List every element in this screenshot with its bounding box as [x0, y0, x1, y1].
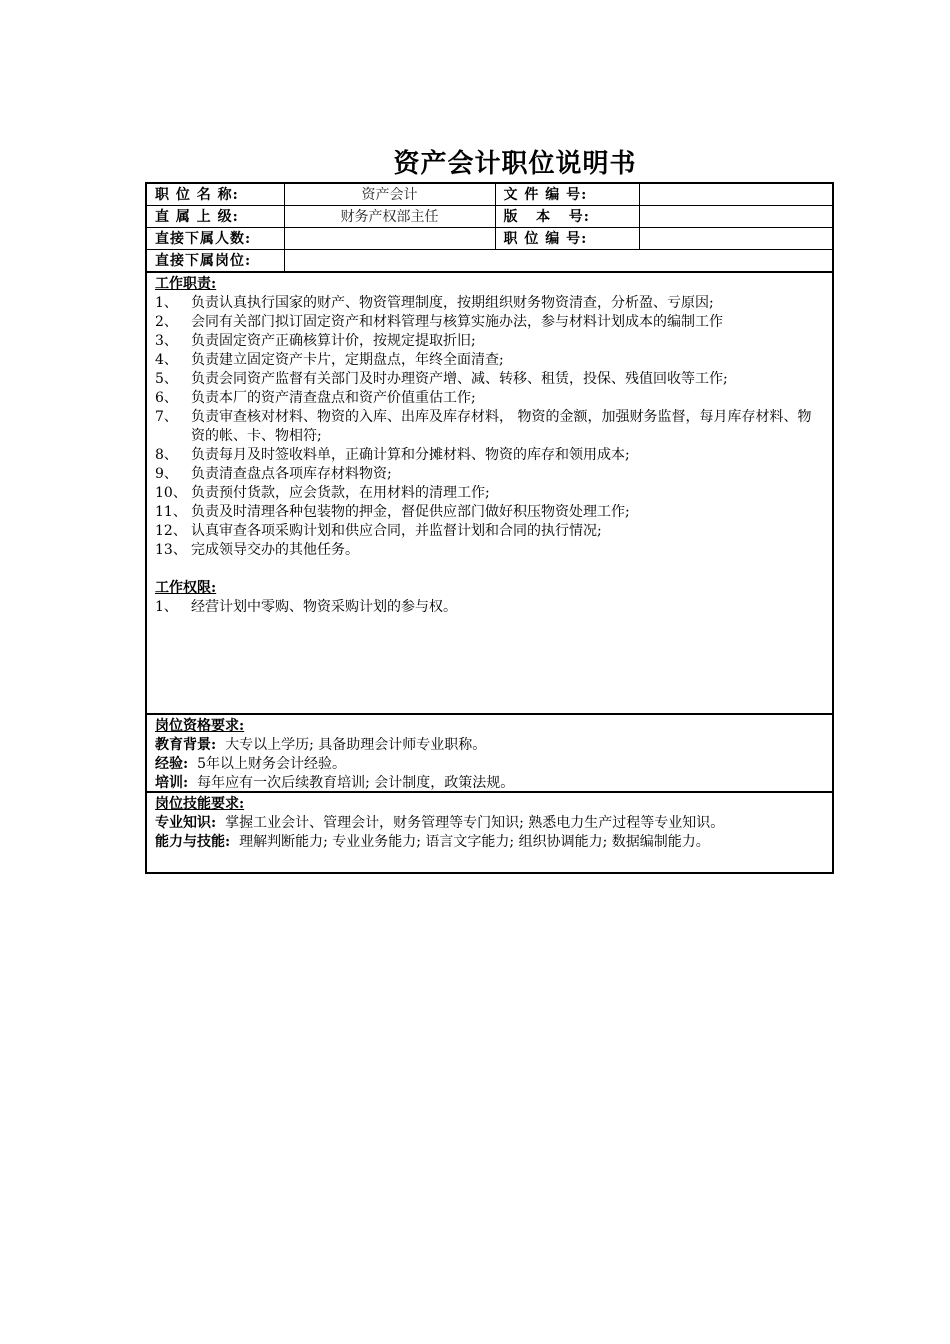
job-description-form	[145, 182, 834, 874]
ability-value: 理解判断能力; 专业业务能力; 语言文字能力; 组织协调能力; 数据编制能力。	[239, 834, 710, 850]
item-text: 负责本厂的资产清查盘点和资产价值重估工作;	[191, 390, 476, 406]
subordinate-posts-label: 直接下属岗位:	[147, 250, 284, 272]
superior-label: 直 属 上 级:	[147, 206, 284, 228]
position-no-value	[639, 228, 832, 250]
ability-line	[155, 833, 824, 852]
item-number: 1、	[155, 599, 178, 615]
item-text: 认真审查各项采购计划和供应合同，并监督计划和合同的执行情况;	[191, 523, 602, 539]
list-item	[155, 389, 824, 408]
list-item	[155, 522, 824, 541]
education-label: 教育背景:	[155, 737, 217, 753]
info-row	[147, 206, 832, 228]
skills-section	[147, 791, 832, 858]
item-text: 负责预付货款，应会货款，在用材料的清理工作;	[191, 485, 490, 501]
item-number: 9、	[155, 466, 178, 482]
item-number: 13、	[155, 542, 187, 558]
info-table	[147, 184, 832, 272]
experience-value: 5年以上财务会计经验。	[197, 756, 346, 772]
ability-label: 能力与技能:	[155, 834, 231, 850]
version-value	[639, 206, 832, 228]
item-number: 5、	[155, 371, 178, 387]
list-item	[155, 408, 824, 446]
list-item	[155, 313, 824, 332]
item-text: 会同有关部门拟订固定资产和材料管理与核算实施办法，参与材料计划成本的编制工作	[191, 314, 723, 330]
item-text: 负责认真执行国家的财产、物资管理制度，按期组织财务物资清查，分析盈、亏原因;	[191, 295, 714, 311]
subordinates-count-value	[284, 228, 495, 250]
experience-label: 经验:	[155, 756, 189, 772]
qualifications-heading: 岗位资格要求:	[155, 718, 245, 734]
subordinates-count-label: 直接下属人数:	[147, 228, 284, 250]
item-text: 负责每月及时签收料单，正确计算和分摊材料、物资的库存和领用成本;	[191, 447, 630, 463]
version-label: 版 本 号:	[495, 206, 639, 228]
item-text: 负责建立固定资产卡片，定期盘点，年终全面清查;	[191, 352, 504, 368]
item-text: 负责及时清理各种包装物的押金，督促供应部门做好积压物资处理工作;	[191, 504, 630, 520]
subordinate-posts-value	[284, 250, 832, 272]
item-text: 完成领导交办的其他任务。	[191, 542, 359, 558]
knowledge-value: 掌握工业会计、管理会计，财务管理等专门知识; 熟悉电力生产过程等专业知识。	[225, 815, 725, 831]
file-no-label: 文 件 编 号:	[495, 184, 639, 206]
info-row	[147, 184, 832, 206]
item-number: 11、	[155, 504, 187, 520]
list-item	[155, 446, 824, 465]
info-row	[147, 250, 832, 272]
list-item	[155, 294, 824, 313]
knowledge-line	[155, 814, 824, 833]
page-title: 资产会计职位说明书	[393, 149, 637, 179]
list-item	[155, 484, 824, 503]
item-text: 负责会同资产监督有关部门及时办理资产增、减、转移、租赁，投保、残值回收等工作;	[191, 371, 728, 387]
education-value: 大专以上学历; 具备助理会计师专业职称。	[225, 737, 487, 753]
item-number: 3、	[155, 333, 178, 349]
info-row	[147, 228, 832, 250]
item-text: 负责审查核对材料、物资的入库、出库及库存材料， 物资的金额，加强财务监督，每月库存材料、物资的帐、卡、物相符;	[191, 409, 812, 444]
skills-heading: 岗位技能要求:	[155, 796, 245, 812]
list-item	[155, 332, 824, 351]
training-value: 每年应有一次后续教育培训; 会计制度，政策法规。	[197, 775, 515, 791]
list-item	[155, 351, 824, 370]
position-name-label: 职 位 名 称:	[147, 184, 284, 206]
item-number: 1、	[155, 295, 178, 311]
item-number: 10、	[155, 485, 187, 501]
item-number: 4、	[155, 352, 178, 368]
list-item	[155, 370, 824, 389]
duties-list	[155, 294, 824, 560]
item-number: 7、	[155, 409, 178, 425]
authority-list	[155, 598, 824, 617]
duties-section	[147, 272, 832, 713]
experience-line	[155, 755, 824, 774]
item-text: 经营计划中零购、物资采购计划的参与权。	[191, 599, 457, 615]
list-item	[155, 598, 824, 617]
knowledge-label: 专业知识:	[155, 815, 217, 831]
qualifications-section	[147, 713, 832, 791]
item-text: 负责清查盘点各项库存材料物资;	[191, 466, 392, 482]
position-no-label: 职 位 编 号:	[495, 228, 639, 250]
list-item	[155, 465, 824, 484]
item-number: 6、	[155, 390, 178, 406]
item-text: 负责固定资产正确核算计价，按规定提取折旧;	[191, 333, 476, 349]
duties-heading: 工作职责:	[155, 276, 217, 292]
authority-heading: 工作权限:	[155, 580, 217, 596]
list-item	[155, 503, 824, 522]
item-number: 2、	[155, 314, 178, 330]
item-number: 8、	[155, 447, 178, 463]
position-name-value: 资产会计	[284, 184, 495, 206]
file-no-value	[639, 184, 832, 206]
education-line	[155, 736, 824, 755]
item-number: 12、	[155, 523, 187, 539]
list-item	[155, 541, 824, 560]
training-label: 培训:	[155, 775, 189, 791]
superior-value: 财务产权部主任	[284, 206, 495, 228]
